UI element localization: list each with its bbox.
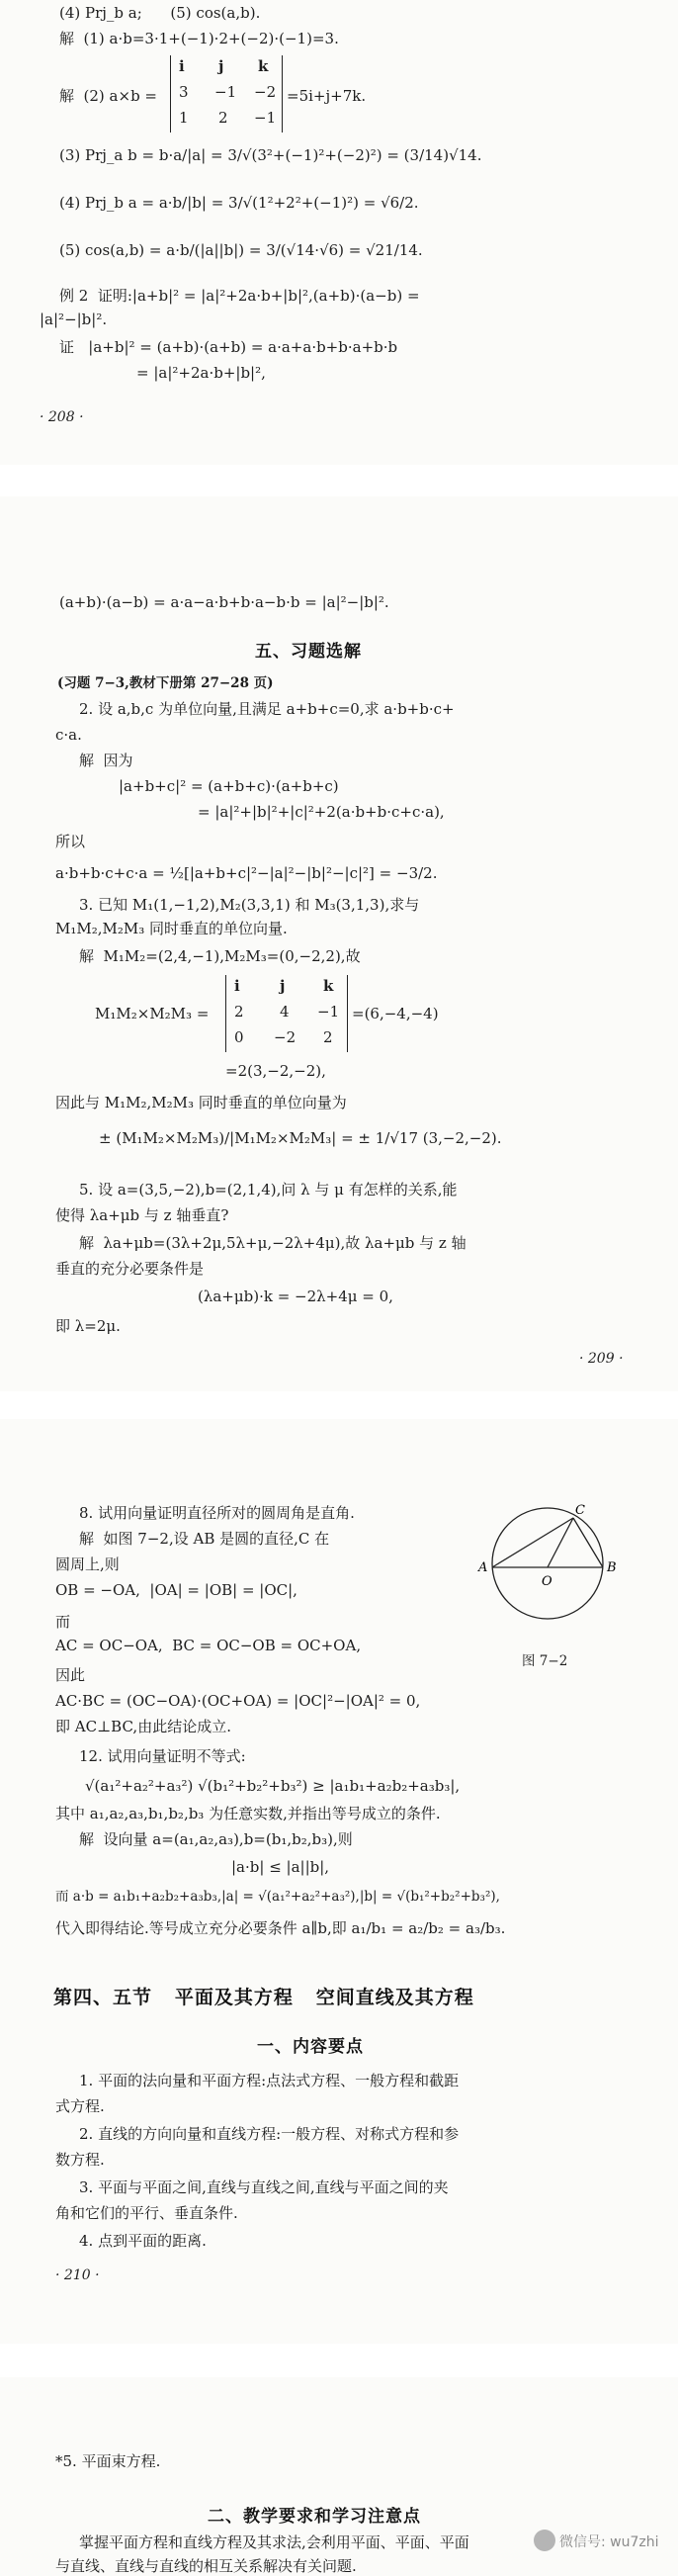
matrix-cell: −1: [214, 83, 237, 101]
line: 其中 a₁,a₂,a₃,b₁,b₂,b₃ 为任意实数,并指出等号成立的条件.: [55, 1805, 441, 1822]
line: AC·BC = (OC−OA)·(OC+OA) = |OC|²−|OA|² = 0,: [55, 1692, 421, 1710]
line: 解 (2) a×b =: [59, 87, 158, 105]
page-209: [0, 496, 678, 1391]
line: 5. 设 a=(3,5,−2),b=(2,1,4),问 λ 与 μ 有怎样的关系,能: [79, 1181, 458, 1199]
page-number: · 210 ·: [55, 2267, 100, 2283]
proof-line: 证 |a+b|² = (a+b)·(a+b) = a·a+a·b+b·a+b·b: [59, 338, 398, 356]
figure-label-b: B: [607, 1560, 617, 1575]
page-211-partial: [0, 2377, 678, 2576]
line: =5i+j+7k.: [287, 87, 367, 105]
page-number: · 208 ·: [40, 409, 84, 425]
line: 12. 试用向量证明不等式:: [79, 1747, 246, 1765]
matrix-cell: k: [323, 977, 334, 995]
figure-label-c: C: [575, 1503, 585, 1518]
matrix-cell: j: [218, 57, 224, 75]
page-gap: [0, 2344, 678, 2377]
line: =2(3,−2,−2),: [225, 1062, 326, 1080]
line: 2. 设 a,b,c 为单位向量,且满足 a+b+c=0,求 a·b+b·c+: [79, 700, 455, 718]
matrix-cell: i: [179, 57, 185, 75]
line: 因此: [55, 1666, 86, 1684]
line: 代入即得结论.等号成立充分必要条件 a∥b,即 a₁/b₁ = a₂/b₂ = a₃/b₃.: [55, 1919, 506, 1937]
line: 解 如图 7−2,设 AB 是圆的直径,C 在: [79, 1530, 330, 1548]
section-title: 二、教学要求和学习注意点: [208, 2507, 421, 2527]
point-line: 2. 直线的方向向量和直线方程:一般方程、对称式方程和参: [79, 2125, 460, 2143]
figure-label-o: O: [542, 1574, 552, 1589]
page-210: [0, 1419, 678, 2344]
line: 垂直的充分必要条件是: [55, 1260, 205, 1278]
line: (4) Prj_b a; (5) cos(a,b).: [59, 4, 261, 22]
line: (a+b)·(a−b) = a·a−a·b+b·a−b·b = |a|²−|b|².: [59, 593, 389, 611]
point-line: *5. 平面束方程.: [55, 2452, 161, 2470]
line: 3. 已知 M₁(1,−1,2),M₂(3,3,1) 和 M₃(3,1,3),求与: [79, 896, 420, 914]
figure-caption: 图 7−2: [522, 1653, 568, 1669]
line: OB = −OA, |OA| = |OB| = |OC|,: [55, 1581, 297, 1599]
point-line: 式方程.: [55, 2097, 105, 2115]
matrix-cell: 1: [179, 109, 189, 127]
point-line: 角和它们的平行、垂直条件.: [55, 2204, 238, 2222]
exercise-source: (习题 7−3,教材下册第 27−28 页): [57, 675, 274, 691]
matrix-cell: −1: [254, 109, 277, 127]
watermark: 微信号: wu7zhi: [559, 2534, 659, 2550]
line: = |a|²+|b|²+|c|²+2(a·b+b·c+c·a),: [198, 803, 445, 821]
section-title: 一、内容要点: [257, 2037, 364, 2057]
line: √(a₁²+a₂²+a₃²) √(b₁²+b₂²+b₃²) ≥ |a₁b₁+a₂b₂+a₃b₃|,: [85, 1777, 461, 1795]
line: (3) Prj_a b = b·a/|a| = 3/√(3²+(−1)²+(−2)²) = (3/14)√14.: [59, 146, 482, 164]
matrix-cell: −2: [274, 1028, 297, 1046]
cross-product-determinant: [170, 55, 283, 133]
figure-label-a: A: [478, 1560, 488, 1575]
matrix-cell: 0: [234, 1028, 244, 1046]
line: |a|²−|b|².: [40, 311, 108, 328]
matrix-cell: 2: [234, 1003, 244, 1021]
matrix-cell: i: [234, 977, 240, 995]
cross-product-determinant: [225, 975, 348, 1052]
circle-figure: [476, 1498, 625, 1646]
line: =(6,−4,−4): [352, 1005, 439, 1022]
matrix-cell: 2: [323, 1028, 333, 1046]
point-line: 数方程.: [55, 2151, 105, 2169]
line: 与直线、直线与直线的相互关系解决有关问题.: [55, 2557, 357, 2575]
matrix-cell: 2: [218, 109, 228, 127]
proof-line: = |a|²+2a·b+|b|²,: [136, 364, 266, 382]
line: 而: [55, 1613, 71, 1631]
line: 解 (1) a·b=3·1+(−1)·2+(−2)·(−1)=3.: [59, 30, 339, 47]
line: (4) Prj_b a = a·b/|b| = 3/√(1²+2²+(−1)²) = √6/2.: [59, 194, 419, 212]
line: |a·b| ≤ |a||b|,: [231, 1858, 330, 1876]
line: 圆周上,则: [55, 1555, 120, 1573]
page-number: · 209 ·: [579, 1351, 624, 1367]
line: 使得 λa+μb 与 z 轴垂直?: [55, 1206, 229, 1224]
line: a·b+b·c+c·a = ½[|a+b+c|²−|a|²−|b|²−|c|²] = −3/2.: [55, 864, 438, 882]
line: 解 因为: [79, 752, 133, 769]
page-208: [0, 0, 678, 465]
line: 即 λ=2μ.: [55, 1317, 121, 1335]
matrix-cell: k: [258, 57, 269, 75]
matrix-cell: −2: [254, 83, 277, 101]
matrix-cell: 3: [179, 83, 189, 101]
line: 解 设向量 a=(a₁,a₂,a₃),b=(b₁,b₂,b₃),则: [79, 1830, 353, 1848]
example-heading: 例 2 证明:|a+b|² = |a|²+2a·b+|b|²,(a+b)·(a−b) =: [59, 287, 420, 305]
line: M₁M₂×M₂M₃ =: [95, 1005, 210, 1022]
line: 即 AC⊥BC,由此结论成立.: [55, 1718, 231, 1735]
line: c·a.: [55, 726, 82, 744]
line: M₁M₂,M₂M₃ 同时垂直的单位向量.: [55, 920, 288, 937]
wechat-logo-icon: [534, 2530, 555, 2551]
point-line: 3. 平面与平面之间,直线与直线之间,直线与平面之间的夹: [79, 2178, 449, 2196]
line: (λa+μb)·k = −2λ+4μ = 0,: [198, 1288, 393, 1305]
line: 而 a·b = a₁b₁+a₂b₂+a₃b₃,|a| = √(a₁²+a₂²+a₃²),|b| = √(b₁²+b₂²+b₃²),: [55, 1889, 500, 1905]
line: 所以: [55, 833, 86, 850]
line: ± (M₁M₂×M₂M₃)/|M₁M₂×M₂M₃| = ± 1/√17 (3,−2,−2).: [99, 1129, 502, 1147]
line: 因此与 M₁M₂,M₂M₃ 同时垂直的单位向量为: [55, 1094, 347, 1111]
line: 解 M₁M₂=(2,4,−1),M₂M₃=(0,−2,2),故: [79, 947, 361, 965]
chapter-title: 第四、五节 平面及其方程 空间直线及其方程: [53, 1987, 474, 2008]
page-gap: [0, 1391, 678, 1419]
line: 8. 试用向量证明直径所对的圆周角是直角.: [79, 1504, 355, 1522]
point-line: 4. 点到平面的距离.: [79, 2232, 207, 2250]
line: 掌握平面方程和直线方程及其求法,会利用平面、平面、平面: [79, 2533, 469, 2551]
line: 解 λa+μb=(3λ+2μ,5λ+μ,−2λ+4μ),故 λa+μb 与 z 轴: [79, 1234, 466, 1252]
point-line: 1. 平面的法向量和平面方程:点法式方程、一般方程和截距: [79, 2072, 460, 2089]
section-title: 五、习题选解: [255, 642, 362, 662]
line: (5) cos(a,b) = a·b/(|a||b|) = 3/(√14·√6) = √21/14.: [59, 241, 423, 259]
page-gap: [0, 465, 678, 496]
matrix-cell: 4: [280, 1003, 290, 1021]
matrix-cell: j: [280, 977, 286, 995]
line: AC = OC−OA, BC = OC−OB = OC+OA,: [55, 1637, 362, 1654]
matrix-cell: −1: [317, 1003, 340, 1021]
line: |a+b+c|² = (a+b+c)·(a+b+c): [119, 777, 339, 795]
